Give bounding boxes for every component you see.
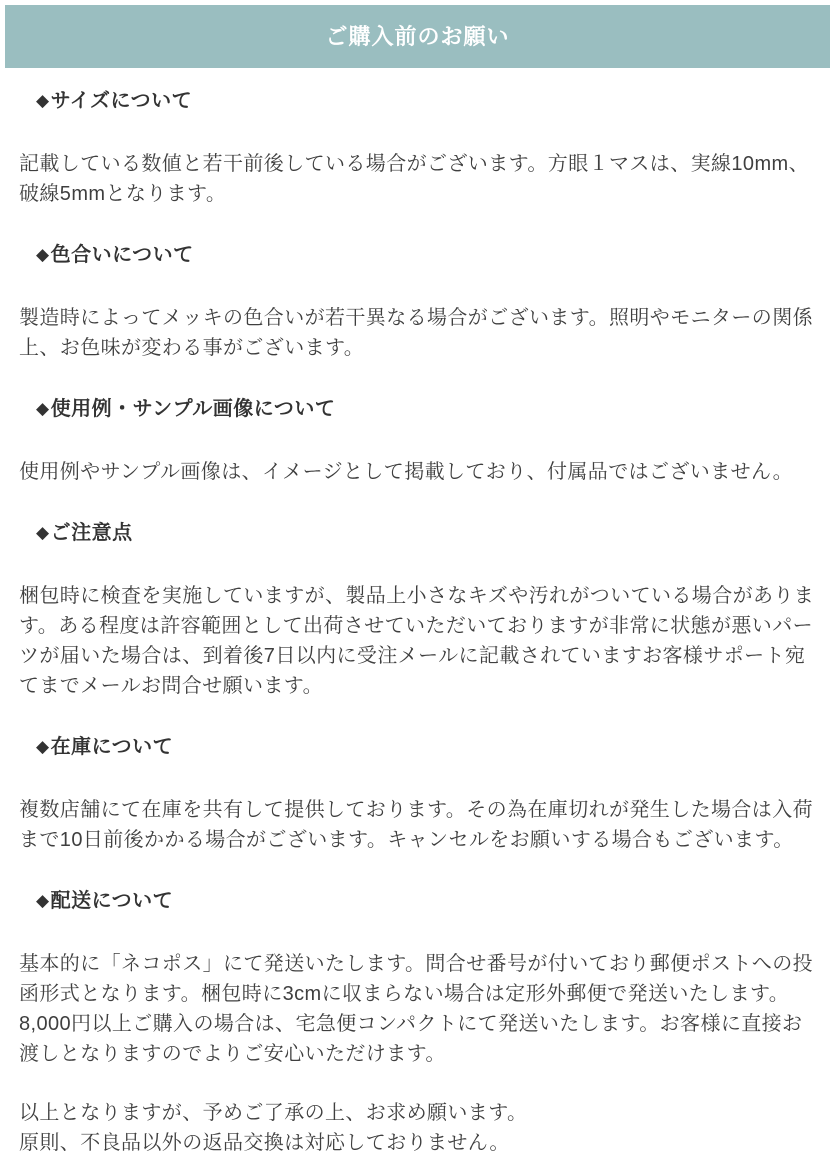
section-heading	[36, 242, 818, 268]
section-heading-label: 使用例・サンプル画像について	[50, 398, 336, 420]
diamond-bullet-icon: ◆	[36, 523, 50, 542]
section-heading	[36, 888, 818, 914]
section-paragraph: 複数店舗にて在庫を共有して提供しております。その為在庫切れが発生した場合は入荷まで10日前後かかる場合がございます。キャンセルをお願いする場合もございます。	[19, 799, 813, 851]
section-paragraph: 使用例やサンプル画像は、イメージとして掲載しており、付属品ではございません。	[19, 461, 793, 483]
section-paragraph: 製造時によってメッキの色合いが若干異なる場合がございます。照明やモニターの関係上、お色味が変わる事がございます。	[19, 307, 813, 359]
closing-note	[19, 1098, 818, 1158]
section-stock	[19, 734, 818, 855]
section-heading	[36, 734, 818, 760]
section-heading	[36, 520, 818, 546]
section-heading	[36, 396, 818, 422]
closing-line: 以上となりますが、予めご了承の上、お求め願います。	[19, 1102, 528, 1124]
section-heading	[36, 88, 818, 114]
diamond-bullet-icon: ◆	[36, 245, 50, 264]
section-shipping	[19, 888, 818, 1069]
diamond-bullet-icon: ◆	[36, 891, 50, 910]
section-heading-label: 色合いについて	[50, 244, 194, 266]
section-heading-label: 在庫について	[50, 736, 174, 758]
section-color	[19, 242, 818, 363]
section-sample-images	[19, 396, 818, 487]
notice-content	[0, 88, 837, 1158]
section-paragraph: 記載している数値と若干前後している場合がございます。方眼１マスは、実線10mm、破線5mmとなります。	[19, 153, 809, 205]
section-size	[19, 88, 818, 209]
diamond-bullet-icon: ◆	[36, 91, 50, 110]
section-heading-label: ご注意点	[50, 522, 133, 544]
section-heading-label: 配送について	[50, 890, 174, 912]
section-paragraph: 梱包時に検査を実施していますが、製品上小さなキズや汚れがついている場合があります。ある程度は許容範囲として出荷させていただいておりますが非常に状態が悪いパーツが届いた場合は、到着後7日以内に受注メールに記載されていますお客様サポート宛てまでメールお問合せ願います。	[19, 585, 815, 697]
paragraph-line: 基本的に「ネコポス」にて発送いたします。問合せ番号が付いており郵便ポストへの投函形式となります。梱包時に3cmに収まらない場合は定形外郵便で発送いたします。	[19, 953, 813, 1005]
section-cautions	[19, 520, 818, 701]
section-heading-label: サイズについて	[50, 90, 193, 112]
closing-line: 原則、不良品以外の返品交換は対応しておりません。	[19, 1132, 510, 1154]
diamond-bullet-icon: ◆	[36, 737, 50, 756]
notice-title-bar	[5, 5, 830, 68]
paragraph-line: 8,000円以上ご購入の場合は、宅急便コンパクトにて発送いたします。お客様に直接お渡しとなりますのでよりご安心いただけます。	[19, 1013, 803, 1065]
section-paragraph	[19, 949, 818, 1069]
page-title: ご購入前のお願い	[325, 23, 510, 49]
diamond-bullet-icon: ◆	[36, 399, 50, 418]
